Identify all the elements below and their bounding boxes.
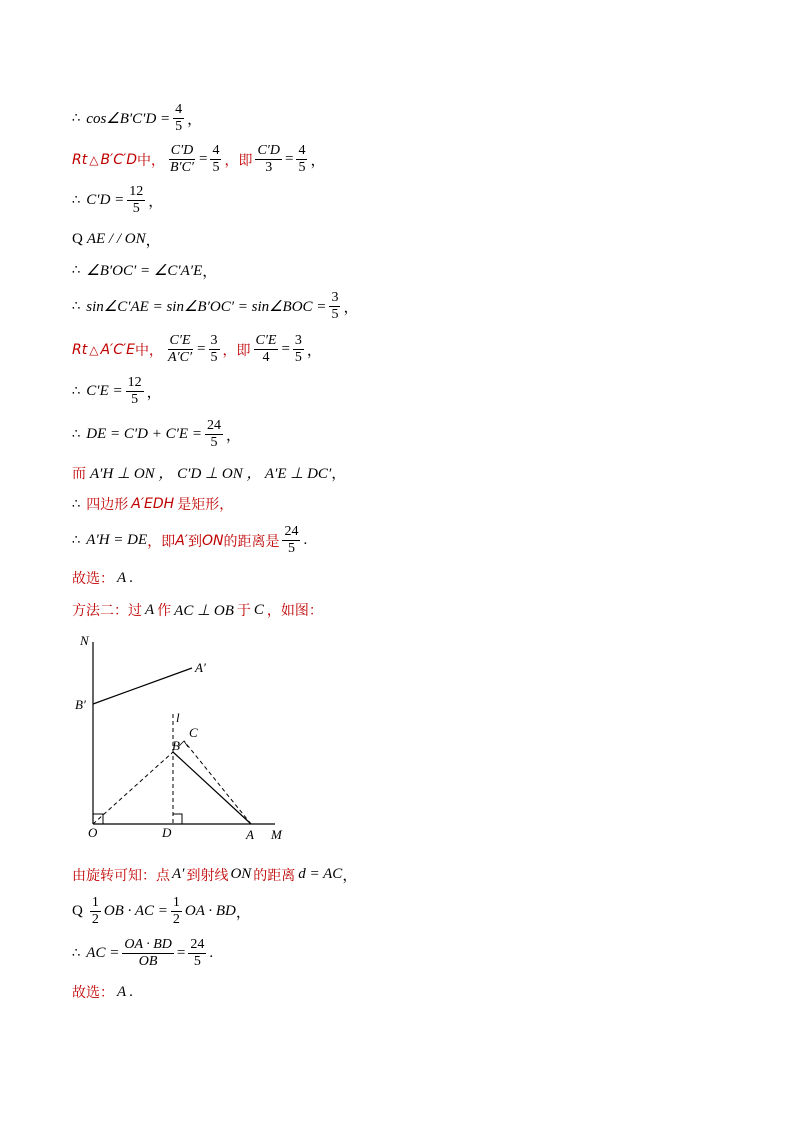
fraction: $\frac{C'D}{B'C'}$ [169, 143, 194, 175]
line-rt-ace: Rt △ A′C′E 中， $\frac{C'E}{A'C'}$ = $\frac{3}{5}$ ，即 $\frac{C'E}{4}$ = $\frac{3}{5}$ ， [72, 333, 322, 365]
fraction: $\frac{12}{5}$ [127, 375, 142, 407]
because-symbol: Q [72, 231, 83, 247]
line-sin: ∴ sin∠C′AE = sin∠B′OC′ = sin∠BOC = $\frac{3}{5}$ ， [72, 290, 359, 322]
triangle-symbol: △ [89, 342, 99, 357]
fraction: $\frac{C'E}{A'C'}$ [168, 333, 193, 365]
line-cd: ∴ C′D = $\frac{12}{5}$ ， [72, 184, 164, 216]
fraction: $\frac{3}{5}$ [210, 333, 218, 365]
therefore-symbol: ∴ [72, 946, 81, 961]
line-ac: ∴ AC = $\frac{OA \cdot BD}{OB}$ = $\frac{24}{5}$ . [72, 937, 214, 969]
line-perpendiculars: 而 A′H ⊥ ON ， C′D ⊥ ON ， A′E ⊥ DC′ ， [72, 465, 347, 482]
fraction: $\frac{3}{5}$ [331, 290, 339, 322]
line-answer-2: 故选： A . [72, 983, 133, 1001]
fraction: $\frac{24}{5}$ [206, 418, 221, 450]
expression: cos∠B′C′D = [86, 111, 171, 127]
therefore-symbol: ∴ [72, 427, 81, 442]
fraction: $\frac{4}{5}$ [298, 143, 306, 175]
right-angle-d [173, 814, 182, 824]
therefore-symbol: ∴ [72, 193, 81, 208]
line-cos: ∴ cos∠B′C′D = $\frac{4}{5}$ ， [72, 102, 203, 134]
line-angle-eq: ∴ ∠B′OC′ = ∠C′A′E ， [72, 263, 218, 280]
label-aprime: A′ [195, 660, 206, 675]
fraction: $\frac{4}{5}$ [175, 102, 183, 134]
line-rectangle: ∴ 四边形 A′EDH 是矩形， [72, 496, 234, 513]
label-l: l [176, 710, 180, 725]
fraction: $\frac{OA \cdot BD}{OB}$ [124, 937, 172, 969]
triangle-symbol: △ [89, 152, 99, 167]
line-method-two: 方法二：过 A 作 AC ⊥ OB 于 C ，如图： [72, 601, 323, 619]
because-symbol: Q [72, 903, 83, 919]
segment-ob [93, 752, 173, 824]
line-area: Q $\frac{1}{2}$ OB · AC = $\frac{1}{2}$ OA · BD ， [72, 895, 251, 927]
therefore-symbol: ∴ [72, 111, 81, 126]
fraction: $\frac{C'D}{3}$ [257, 143, 280, 175]
fraction: $\frac{3}{5}$ [294, 333, 302, 365]
fraction: $\frac{24}{5}$ [190, 937, 205, 969]
therefore-symbol: ∴ [72, 299, 81, 314]
therefore-symbol: ∴ [72, 496, 81, 512]
label-a: A [246, 827, 254, 842]
segment-ba [173, 752, 251, 824]
label-o: O [88, 825, 98, 840]
line-parallel: Q AE / / ON ， [72, 231, 161, 249]
line-answer-1: 故选： A . [72, 569, 133, 587]
line-de: ∴ DE = C′D + C′E = $\frac{24}{5}$ ， [72, 418, 241, 450]
therefore-symbol: ∴ [72, 384, 81, 399]
therefore-symbol: ∴ [72, 533, 81, 548]
label-n: N [80, 633, 89, 648]
line-ce: ∴ C′E = $\frac{12}{5}$ ， [72, 375, 162, 407]
label-c: C [189, 725, 198, 740]
fraction: $\frac{12}{5}$ [129, 184, 144, 216]
fraction: $\frac{C'E}{4}$ [255, 333, 277, 365]
fraction: $\frac{24}{5}$ [284, 524, 299, 556]
line-rotation: 由旋转可知：点 A′ 到射线 ON 的距离 d = AC ， [72, 866, 358, 884]
right-angle-c [179, 741, 188, 747]
segment-bprime-aprime [93, 668, 192, 704]
fraction: $\frac{4}{5}$ [212, 143, 220, 175]
segment-ac [184, 741, 251, 824]
label-d: D [162, 825, 172, 840]
line-rt-bcd: Rt △ B′C′D 中， $\frac{C'D}{B'C'}$ = $\frac{4}{5}$ ，即 $\frac{C'D}{3}$ = $\frac{4}{5}$ ， [72, 143, 326, 175]
fraction: $\frac{1}{2}$ [172, 895, 180, 927]
geometry-figure [70, 630, 300, 850]
therefore-symbol: ∴ [72, 263, 81, 278]
label-b: B [172, 738, 180, 753]
fraction: $\frac{1}{2}$ [91, 895, 99, 927]
label-bprime: B′ [75, 697, 86, 712]
line-distance: ∴ A′H = DE ，即 A′ 到 ON 的距离是 $\frac{24}{5}$ . [72, 524, 308, 556]
label-m: M [271, 827, 282, 842]
